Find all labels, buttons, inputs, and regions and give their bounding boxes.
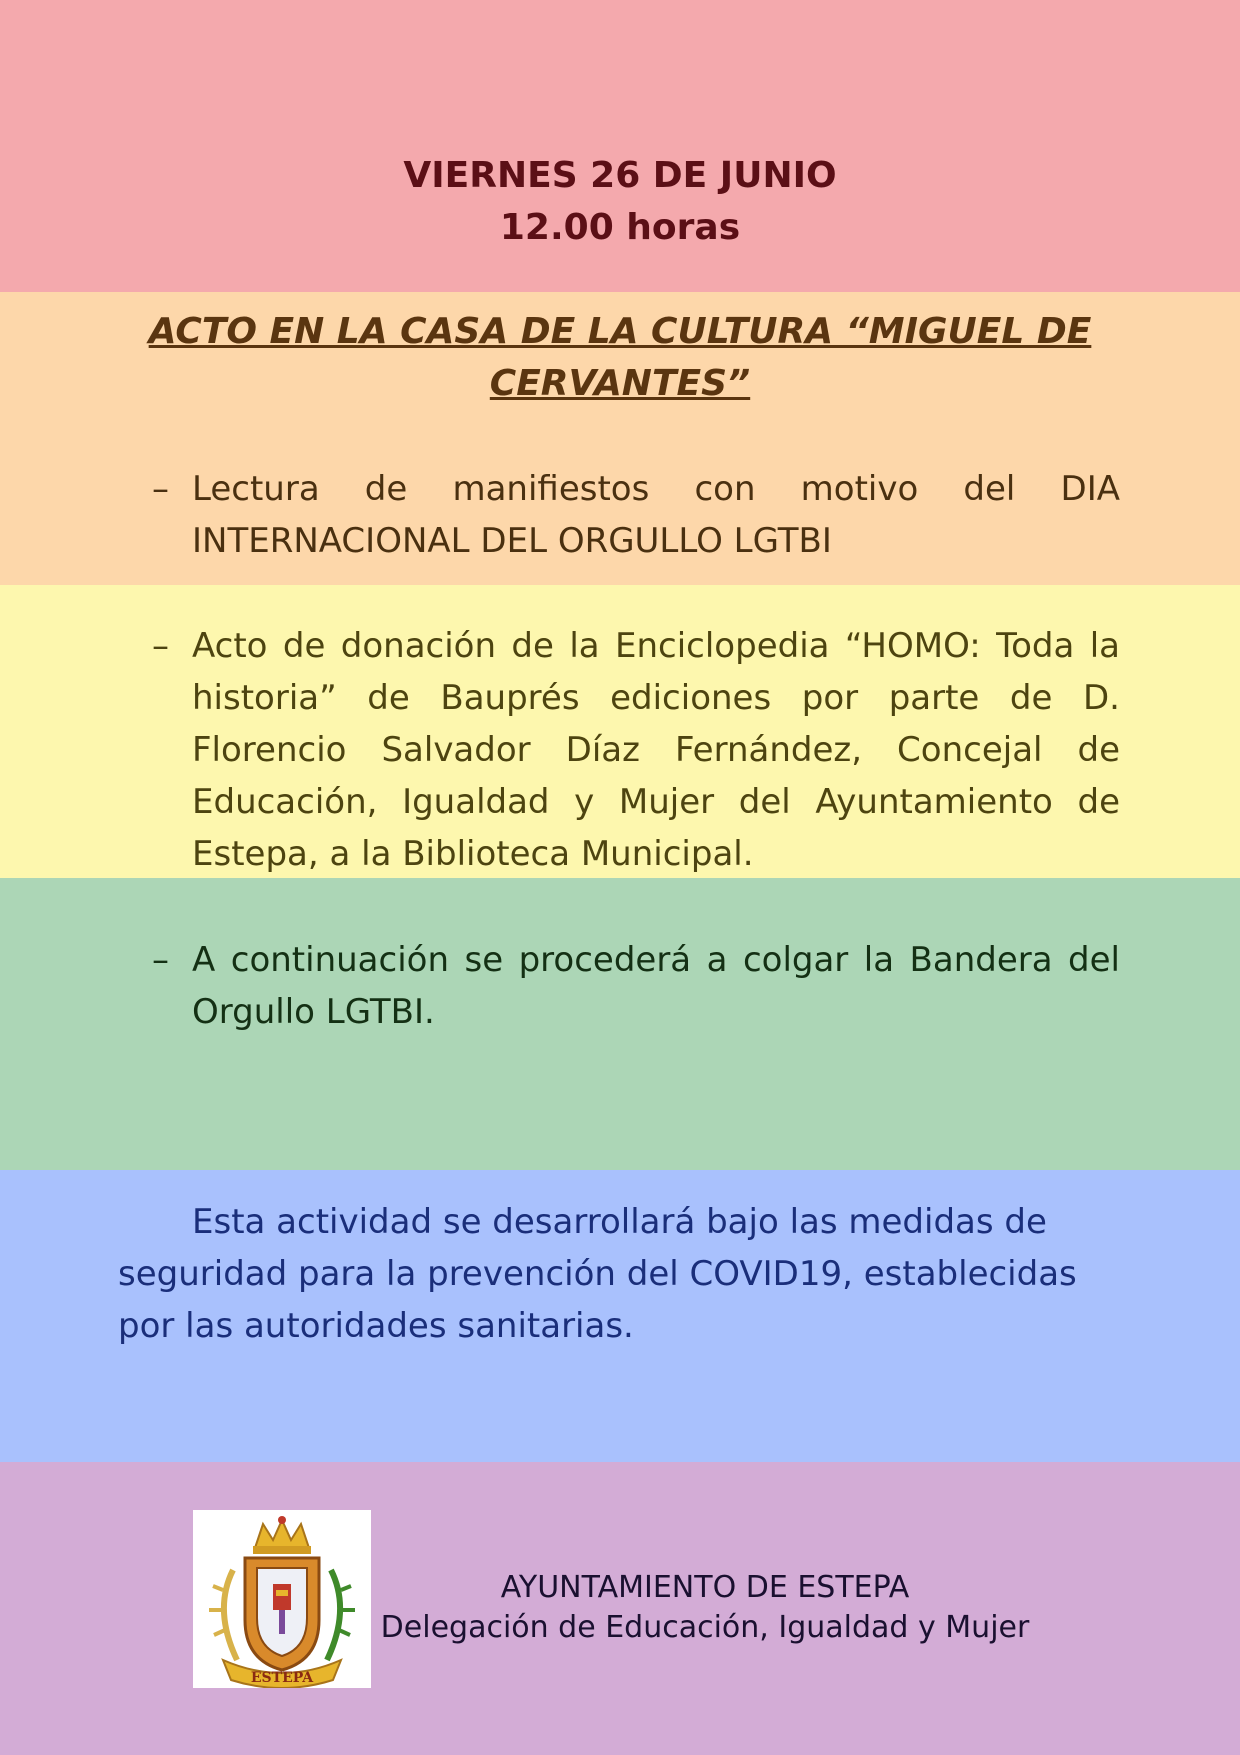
svg-text:ESTEPA: ESTEPA	[250, 1670, 314, 1686]
event-time: 12.00 horas	[499, 207, 741, 248]
list-item-text: Acto de donación de la Enciclopedia “HOMO: Toda la historia” de Bauprés ediciones por parte de D. Florencio Salvador Díaz Fernández, Concejal de Educación, Igualdad y Mujer del Ayuntamiento de Estepa, a la Biblioteca Municipal.	[192, 626, 1120, 874]
list-dash: –	[152, 626, 169, 666]
event-title-line-2: CERVANTES”	[489, 363, 751, 404]
event-date: VIERNES 26 DE JUNIO	[403, 155, 837, 196]
coat-of-arms-icon	[193, 1510, 371, 1688]
event-date-block	[0, 150, 1240, 254]
list-item	[152, 620, 1120, 880]
list-item-text: Lectura de manifiestos con motivo del DIA INTERNACIONAL DEL ORGULLO LGTBI	[192, 469, 1120, 561]
estepa-coat-of-arms-logo	[193, 1510, 371, 1688]
event-title-line-1: ACTO EN LA CASA DE LA CULTURA “MIGUEL DE	[148, 311, 1092, 352]
event-title	[0, 306, 1240, 410]
list-item-text: A continuación se procederá a colgar la Bandera del Orgullo LGTBI.	[192, 940, 1120, 1032]
list-dash: –	[152, 940, 169, 980]
list-item	[152, 934, 1120, 1038]
department-name: Delegación de Educación, Igualdad y Mujer	[380, 1610, 1030, 1645]
footer-credits	[380, 1568, 1030, 1648]
covid-safety-note: Esta actividad se desarrollará bajo las medidas de seguridad para la prevención del COVID19, establecidas por las autoridades sanitarias.	[118, 1202, 1077, 1346]
list-dash: –	[152, 469, 169, 509]
organization-name: AYUNTAMIENTO DE ESTEPA	[500, 1570, 910, 1605]
list-item	[152, 463, 1120, 567]
